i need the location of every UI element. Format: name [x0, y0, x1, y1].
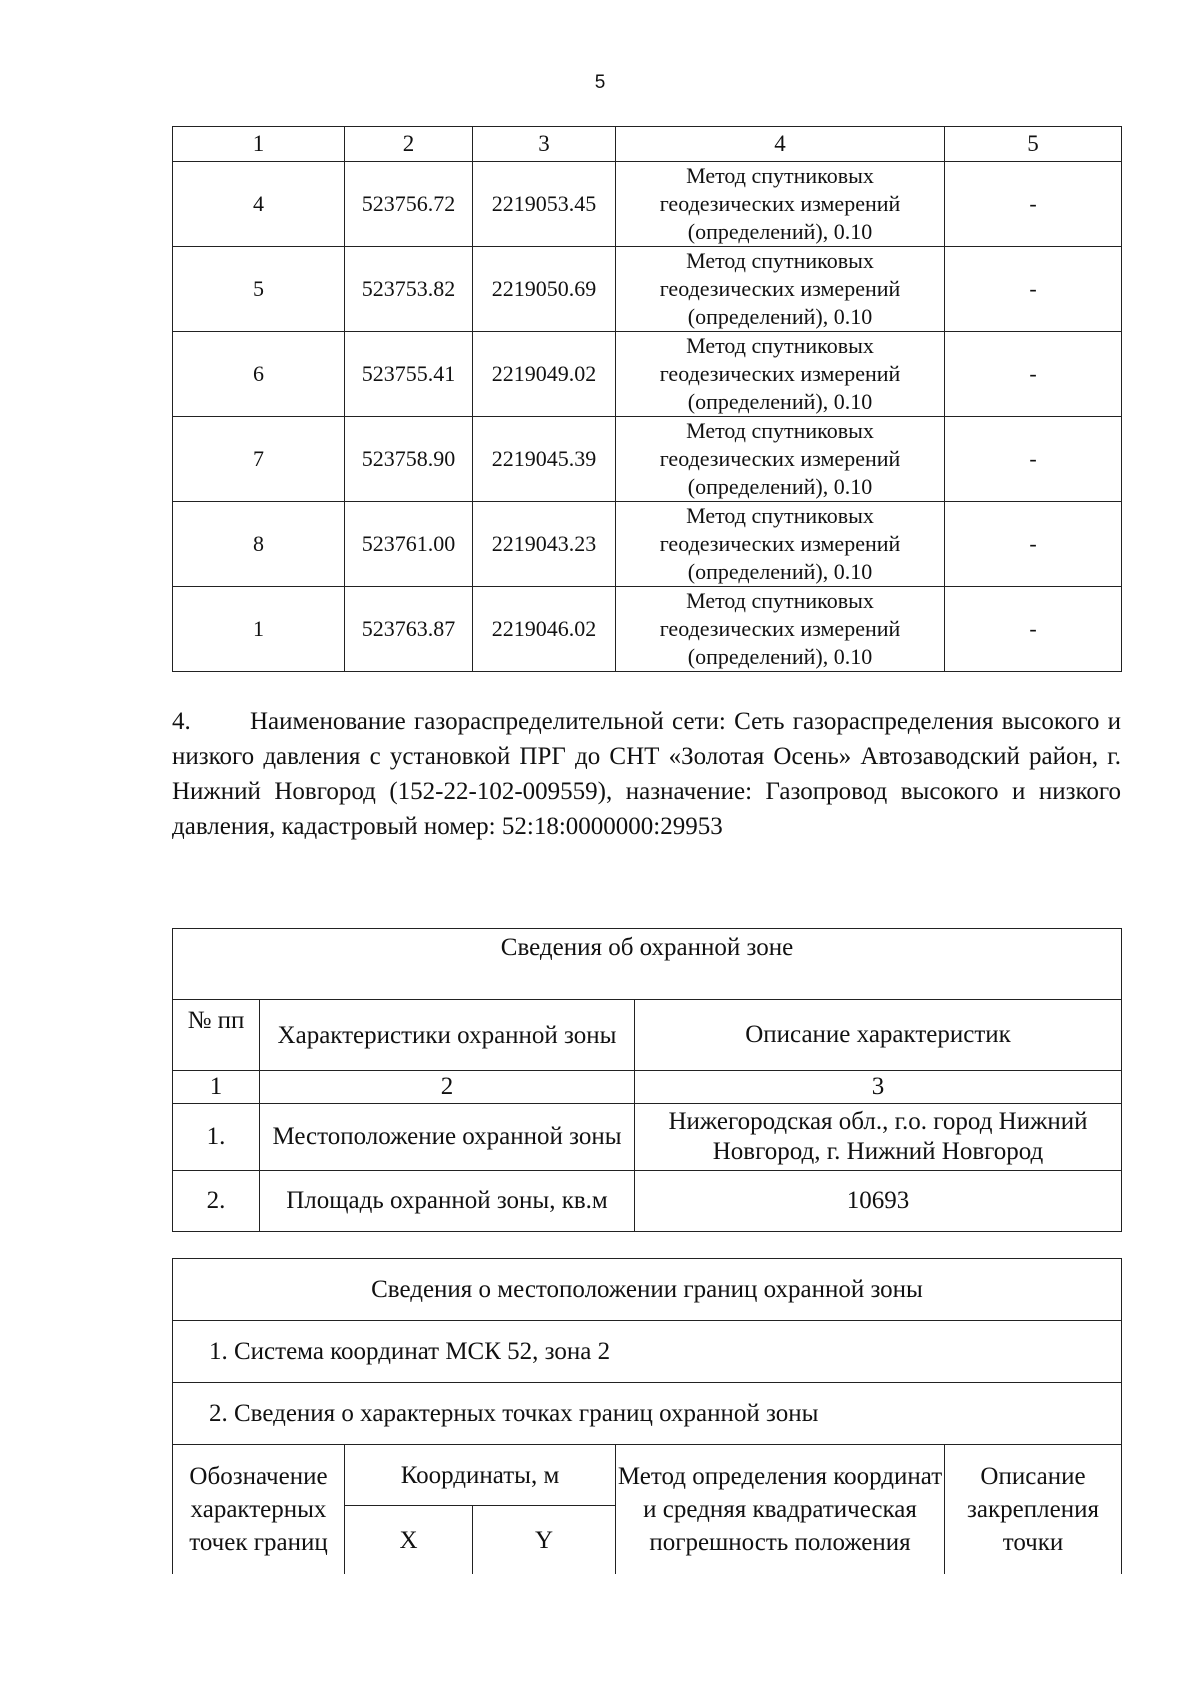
method-line: геодезических измерений — [659, 191, 901, 216]
y-cell: 2219045.39 — [473, 417, 616, 502]
table-header-row — [173, 1445, 1122, 1506]
method-line: (определений), 0.10 — [687, 644, 873, 669]
x-cell: 523755.41 — [345, 332, 473, 417]
header-y: Y — [473, 1506, 616, 1575]
points-info-row — [173, 1383, 1122, 1445]
method-cell — [616, 162, 945, 247]
column-number-2: 2 — [260, 1071, 635, 1104]
y-cell: 2219046.02 — [473, 587, 616, 672]
fixation-cell: - — [945, 247, 1122, 332]
section-number: 4. — [172, 708, 191, 735]
x-cell: 523763.87 — [345, 587, 473, 672]
header-x: X — [345, 1506, 473, 1575]
point-cell: 5 — [173, 247, 345, 332]
method-line: Метод спутниковых — [686, 588, 874, 613]
point-cell: 6 — [173, 332, 345, 417]
table-row — [173, 587, 1122, 672]
method-line: Метод спутниковых — [686, 333, 874, 358]
table-row — [173, 1104, 1122, 1171]
method-line: геодезических измерений — [659, 531, 901, 556]
method-line: геодезических измерений — [659, 616, 901, 641]
table-row — [173, 1171, 1122, 1232]
x-cell: 523758.90 — [345, 417, 473, 502]
method-line: (определений), 0.10 — [687, 474, 873, 499]
table-header-row — [173, 127, 1122, 162]
column-number-1: 1 — [173, 1071, 260, 1104]
header-fixation: Описание закрепления точки — [945, 1445, 1122, 1575]
coordinates-table — [172, 126, 1122, 672]
section-4-paragraph — [172, 704, 1121, 844]
fixation-cell: - — [945, 502, 1122, 587]
row-value: Нижегородская обл., г.о. город Нижний Новгород, г. Нижний Новгород — [635, 1104, 1122, 1171]
header-characteristics: Характеристики охранной зоны — [260, 1000, 635, 1071]
method-line: Метод спутниковых — [686, 418, 874, 443]
protection-zone-table — [172, 928, 1122, 1232]
point-cell: 1 — [173, 587, 345, 672]
coordinate-system: 1. Система координат МСК 52, зона 2 — [173, 1321, 1122, 1383]
column-number-5: 5 — [945, 127, 1122, 162]
method-line: геодезических измерений — [659, 446, 901, 471]
y-cell: 2219053.45 — [473, 162, 616, 247]
row-number: 2. — [173, 1171, 260, 1232]
method-line: Метод спутниковых — [686, 248, 874, 273]
column-number-3: 3 — [635, 1071, 1122, 1104]
header-method: Метод определения координат и средняя квадратическая погрешность положения — [616, 1445, 945, 1575]
column-number-1: 1 — [173, 127, 345, 162]
method-line: (определений), 0.10 — [687, 219, 873, 244]
coordinate-system-row — [173, 1321, 1122, 1383]
column-number-4: 4 — [616, 127, 945, 162]
point-cell: 4 — [173, 162, 345, 247]
table-row — [173, 502, 1122, 587]
page-number: 5 — [594, 72, 606, 93]
table-header-row — [173, 1000, 1122, 1071]
header-number: № пп — [173, 1000, 260, 1071]
y-cell: 2219043.23 — [473, 502, 616, 587]
header-coordinates: Координаты, м — [345, 1445, 616, 1506]
y-cell: 2219050.69 — [473, 247, 616, 332]
column-numbers-row — [173, 1071, 1122, 1104]
section-text: Наименование газораспределительной сети: Сеть газораспределения высокого и низкого давления с установкой ПРГ до СНТ «Золотая Осень» Автозаводский район, г. Нижний Новгород (152-22-102-009559), назначение: Газопровод высокого и низкого давления, кадастровый номер: 52:18:0000000:29953 — [172, 708, 1121, 840]
table-row — [173, 247, 1122, 332]
row-number: 1. — [173, 1104, 260, 1171]
method-line: Метод спутниковых — [686, 503, 874, 528]
row-name: Местоположение охранной зоны — [260, 1104, 635, 1171]
x-cell: 523753.82 — [345, 247, 473, 332]
method-cell — [616, 587, 945, 672]
boundary-location-table — [172, 1258, 1122, 1574]
column-number-2: 2 — [345, 127, 473, 162]
table-row — [173, 417, 1122, 502]
method-cell — [616, 417, 945, 502]
method-line: (определений), 0.10 — [687, 389, 873, 414]
table-row — [173, 332, 1122, 417]
points-info: 2. Сведения о характерных точках границ охранной зоны — [173, 1383, 1122, 1445]
method-line: геодезических измерений — [659, 276, 901, 301]
method-line: (определений), 0.10 — [687, 304, 873, 329]
fixation-cell: - — [945, 332, 1122, 417]
method-cell — [616, 332, 945, 417]
method-cell — [616, 502, 945, 587]
point-cell: 8 — [173, 502, 345, 587]
method-line: геодезических измерений — [659, 361, 901, 386]
table-title: Сведения об охранной зоне — [173, 929, 1122, 1000]
column-number-3: 3 — [473, 127, 616, 162]
header-description: Описание характеристик — [635, 1000, 1122, 1071]
table-title: Сведения о местоположении границ охранной зоны — [173, 1259, 1122, 1321]
x-cell: 523761.00 — [345, 502, 473, 587]
method-cell — [616, 247, 945, 332]
x-cell: 523756.72 — [345, 162, 473, 247]
fixation-cell: - — [945, 587, 1122, 672]
method-line: (определений), 0.10 — [687, 559, 873, 584]
table-title-row — [173, 1259, 1122, 1321]
fixation-cell: - — [945, 417, 1122, 502]
table-row — [173, 162, 1122, 247]
point-cell: 7 — [173, 417, 345, 502]
table-title-row — [173, 929, 1122, 1000]
header-designation: Обозначение характерных точек границ — [173, 1445, 345, 1575]
row-name: Площадь охранной зоны, кв.м — [260, 1171, 635, 1232]
method-line: Метод спутниковых — [686, 163, 874, 188]
y-cell: 2219049.02 — [473, 332, 616, 417]
row-value: 10693 — [635, 1171, 1122, 1232]
fixation-cell: - — [945, 162, 1122, 247]
